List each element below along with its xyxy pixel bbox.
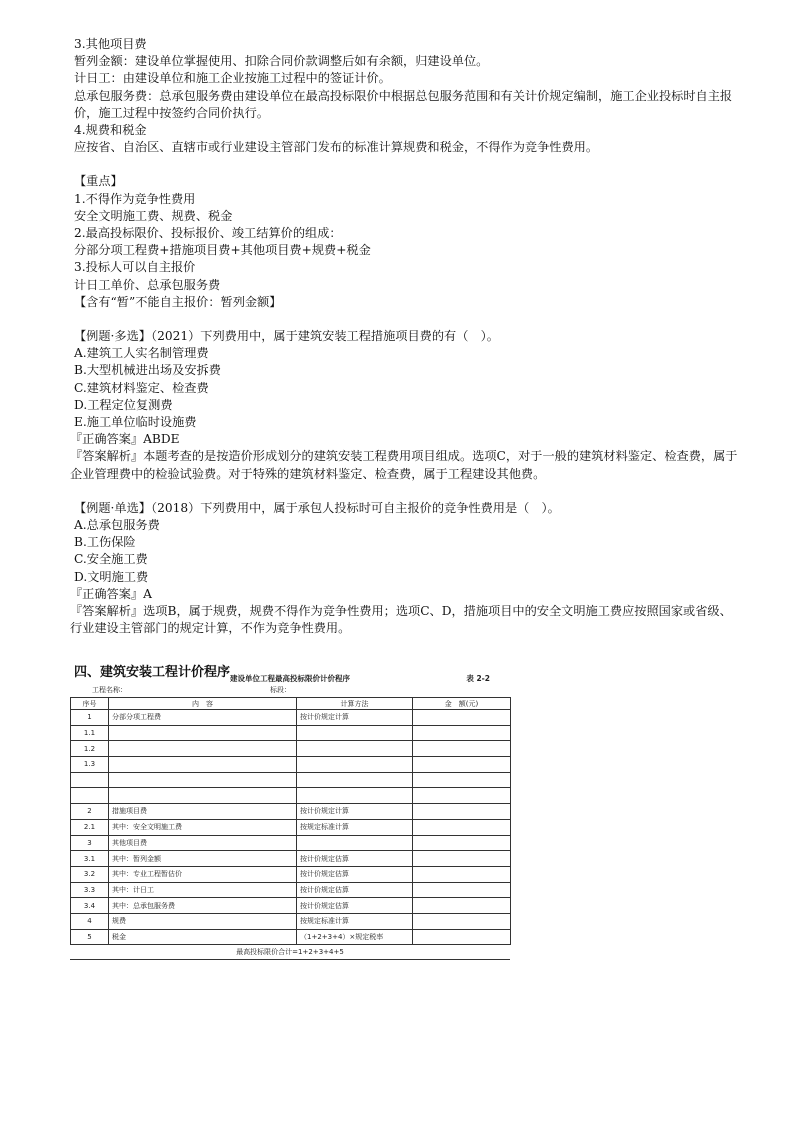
header-cell: 计算方法	[297, 698, 413, 710]
text-line: A.建筑工人实名制管理费	[74, 346, 209, 361]
table-row	[71, 725, 511, 741]
text-line: E.施工单位临时设施费	[74, 415, 197, 430]
text-line: C.安全施工费	[74, 552, 148, 567]
table-cell	[297, 772, 413, 788]
table-cell: 按规定标准计算	[297, 913, 413, 929]
table-cell: 其中：总承包服务费	[109, 898, 297, 914]
table-cell	[413, 929, 511, 945]
table-footer: 最高投标限价合计=1+2+3+4+5	[70, 945, 510, 960]
table-cell: 按计价规定估算	[297, 866, 413, 882]
text-line: 『答案解析』选项B，属于规费，规费不得作为竞争性费用；选项C、D，措施项目中的安全文明施工费应按照国家或省级、行业建设主管部门的规定计算，不作为竞争性费用。	[70, 604, 732, 636]
spacer	[70, 311, 742, 328]
text-line: 【含有“暂”不能自主报价：暂列金额】	[74, 294, 282, 309]
table-cell	[413, 913, 511, 929]
text-line: 3.其他项目费	[74, 37, 147, 51]
spacer	[70, 156, 742, 173]
table-cell	[71, 772, 109, 788]
table-row	[71, 898, 511, 914]
table-cell: 规费	[109, 913, 297, 929]
text-line: 『正确答案』A	[70, 586, 152, 601]
table-cell	[413, 725, 511, 741]
text-line: 暂列金额：建设单位掌握使用、扣除合同价款调整后如有余额，归建设单位。	[74, 54, 489, 69]
table-cell	[109, 772, 297, 788]
table-cell: 税金	[109, 929, 297, 945]
table-row	[71, 741, 511, 757]
table-cell	[413, 866, 511, 882]
table-cell	[71, 788, 109, 804]
table-cell: 按计价规定计算	[297, 710, 413, 726]
table-cell: 2	[71, 804, 109, 820]
table-cell: 按计价规定估算	[297, 851, 413, 867]
table-cell	[413, 835, 511, 851]
text-line: A.总承包服务费	[74, 518, 160, 533]
table-cell	[109, 757, 297, 773]
table	[70, 697, 511, 945]
spacer	[70, 483, 742, 500]
table-cell: 1.1	[71, 725, 109, 741]
table-cell	[297, 757, 413, 773]
table-cell	[297, 788, 413, 804]
table-cell: 2.1	[71, 819, 109, 835]
table-row	[71, 819, 511, 835]
table-row	[71, 835, 511, 851]
table-cell: 1.2	[71, 741, 109, 757]
text-line: 分部分项工程费+措施项目费+其他项目费+规费+税金	[74, 243, 371, 258]
table-cell: 措施项目费	[109, 804, 297, 820]
header-cell: 内 容	[109, 698, 297, 710]
table-cell	[297, 835, 413, 851]
text-line: 计日工：由建设单位和施工企业按施工过程中的签证计价。	[74, 71, 391, 86]
table-cell	[109, 741, 297, 757]
text-line: 应按省、自治区、直辖市或行业建设主管部门发布的标准计算规费和税金，不得作为竞争性费用。	[74, 140, 599, 155]
table-row	[71, 851, 511, 867]
table-cell	[109, 788, 297, 804]
table-cell	[413, 741, 511, 757]
text-line: 【例题·多选】（2021）下列费用中，属于建筑安装工程措施项目费的有（ ）。	[74, 329, 499, 344]
text-line: B.大型机械进出场及安拆费	[74, 363, 221, 378]
table-row	[71, 882, 511, 898]
text-line: 『正确答案』ABDE	[70, 432, 180, 447]
table-title	[70, 673, 510, 685]
text-lines	[70, 36, 742, 638]
table-cell: 3	[71, 835, 109, 851]
table-header-row	[71, 698, 511, 710]
table-row	[71, 710, 511, 726]
text-line: 【重点】	[74, 174, 123, 189]
table-cell	[413, 819, 511, 835]
table-cell: 按规定标准计算	[297, 819, 413, 835]
document-body	[70, 36, 742, 681]
table-row	[71, 788, 511, 804]
table-cell: 3.4	[71, 898, 109, 914]
table-cell	[109, 725, 297, 741]
table-cell	[413, 882, 511, 898]
section-title: 四、建筑安装工程计价程序	[74, 664, 231, 680]
table-cell: 分部分项工程费	[109, 710, 297, 726]
pricing-procedure-table	[70, 673, 510, 960]
text-line: 【例题·单选】（2018）下列费用中，属于承包人投标时可自主报价的竞争性费用是（ ）。	[74, 500, 560, 515]
text-line: D.文明施工费	[74, 569, 149, 584]
table-row	[71, 804, 511, 820]
text-line: 总承包服务费：总承包服务费由建设单位在最高投标限价中根据总包服务范围和有关计价规定编制，施工企业投标时自主报价，施工过程中按签约合同价执行。	[74, 88, 733, 120]
project-name-label: 工程名称：	[92, 686, 127, 694]
table-cell: 1	[71, 710, 109, 726]
text-line: 3.投标人可以自主报价	[74, 260, 196, 275]
table-cell: 其中：计日工	[109, 882, 297, 898]
table-cell: 其中：专业工程暂估价	[109, 866, 297, 882]
table-row	[71, 866, 511, 882]
table-cell: 其中：安全文明施工费	[109, 819, 297, 835]
table-cell: 按计价规定估算	[297, 882, 413, 898]
table-cell: 其他项目费	[109, 835, 297, 851]
table-row	[71, 913, 511, 929]
table-cell: 按计价规定计算	[297, 804, 413, 820]
table-row	[71, 929, 511, 945]
table-cell	[413, 772, 511, 788]
table-cell	[413, 851, 511, 867]
table-cell: 4	[71, 913, 109, 929]
table-cell: 其中：暂列金额	[109, 851, 297, 867]
section-label: 标段：	[270, 686, 291, 694]
table-cell	[413, 804, 511, 820]
header-cell: 序号	[71, 698, 109, 710]
table-cell: 按计价规定估算	[297, 898, 413, 914]
table-cell: 3.3	[71, 882, 109, 898]
text-line: B.工伤保险	[74, 535, 136, 550]
table-cell: 3.1	[71, 851, 109, 867]
header-cell: 金 额(元)	[413, 698, 511, 710]
table-number: 表 2-2	[466, 674, 490, 683]
table-cell	[413, 757, 511, 773]
table-row	[71, 772, 511, 788]
text-line: 安全文明施工费、规费、税金	[74, 208, 233, 223]
table-cell: 3.2	[71, 866, 109, 882]
text-line: 2.最高投标限价、投标报价、竣工结算价的组成：	[74, 226, 342, 241]
table-cell	[297, 725, 413, 741]
table-cell	[413, 898, 511, 914]
text-line: 『答案解析』本题考查的是按造价形成划分的建筑安装工程费用项目组成。选项C，对于一般的建筑材料鉴定、检查费，属于企业管理费中的检验试验费。对于特殊的建筑材料鉴定、检查费，属于工程建设其他费。	[70, 449, 738, 481]
text-line: 计日工单价、总承包服务费	[74, 277, 221, 292]
text-line: 4.规费和税金	[74, 123, 147, 138]
table-cell	[413, 788, 511, 804]
table-cell	[413, 710, 511, 726]
table-row	[71, 757, 511, 773]
table-cell: 1.3	[71, 757, 109, 773]
text-line: 1.不得作为竞争性费用	[74, 191, 196, 206]
table-meta	[70, 685, 510, 697]
text-line: C.建筑材料鉴定、检查费	[74, 380, 209, 395]
table-cell: 5	[71, 929, 109, 945]
table-cell	[297, 741, 413, 757]
table-cell: （1+2+3+4）×规定税率	[297, 929, 413, 945]
text-line: D.工程定位复测费	[74, 397, 173, 412]
table-title-text: 建设单位工程最高投标限价计价程序	[230, 674, 350, 683]
